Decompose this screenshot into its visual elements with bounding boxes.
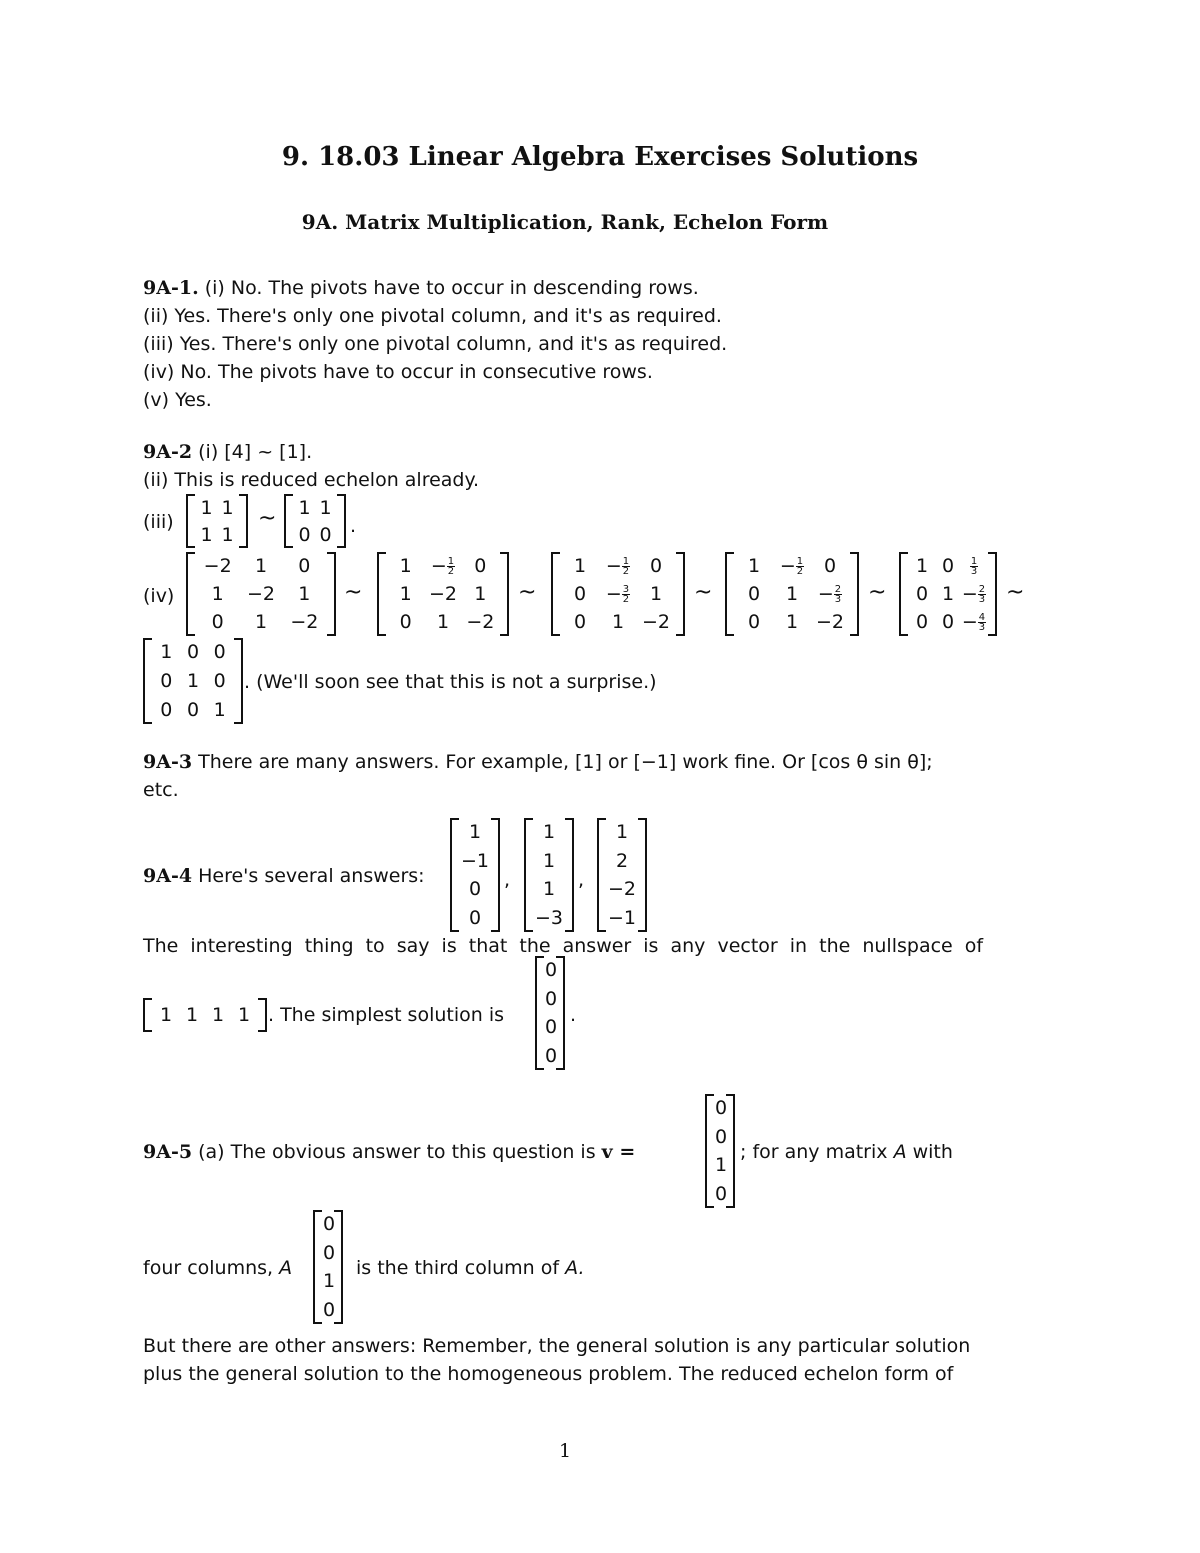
matrix-cell: −3 xyxy=(534,906,563,929)
matrix-cell: 0 xyxy=(545,987,558,1010)
left-bracket xyxy=(143,998,152,1032)
matrix-cell: 0 xyxy=(747,611,761,633)
matrix-cell: 1 xyxy=(298,496,311,519)
matrix-cell: 1 xyxy=(542,821,556,844)
right-bracket xyxy=(491,818,500,932)
matrix-cell: 1 xyxy=(200,523,213,546)
matrix-cell: −1 xyxy=(460,849,489,872)
matrix-cell: 1 xyxy=(785,583,799,605)
matrix-cell: 1 xyxy=(542,849,556,872)
matrix-iv-6 xyxy=(143,638,243,724)
matrix-cell: 0 xyxy=(545,1044,558,1067)
left-bracket xyxy=(313,1210,322,1324)
matrix-cell: 1 xyxy=(542,878,556,901)
right-bracket xyxy=(500,552,509,636)
left-bracket xyxy=(551,552,560,636)
matrix-cell: 1 xyxy=(221,523,234,546)
matrix-cell: 0 xyxy=(573,583,587,605)
matrix-cell: 0 xyxy=(319,523,332,546)
matrix-cell: −2 xyxy=(607,878,636,901)
matrix-cell: 1 xyxy=(211,1004,225,1026)
matrix-cell: 1 xyxy=(941,583,955,605)
ex1-line-1 xyxy=(143,276,699,300)
matrix-cell: 1 xyxy=(298,583,311,605)
tilde-iii: ~ xyxy=(258,506,277,531)
matrix-iii-b xyxy=(284,494,346,548)
right-bracket xyxy=(565,818,574,932)
matrix-cell: − $\frac{1}{2}$ xyxy=(779,555,804,577)
matrix-cell: 1 xyxy=(399,555,412,577)
right-bracket xyxy=(556,956,565,1070)
matrix-cell: −1 xyxy=(607,906,636,929)
matrix-cell: 1 xyxy=(213,698,226,721)
left-bracket xyxy=(377,552,386,636)
matrix-cell: 1 xyxy=(186,669,200,692)
matrix-iv-3 xyxy=(551,552,685,636)
ex1-line-5: (v) Yes. xyxy=(143,389,212,411)
left-bracket xyxy=(725,552,734,636)
matrix-cell: 0 xyxy=(298,555,311,577)
tilde-iv-2: ~ xyxy=(518,580,537,605)
matrix-cell: 1 xyxy=(160,641,173,664)
matrix-cell: 0 xyxy=(211,611,224,633)
matrix-cell: 0 xyxy=(186,641,200,664)
matrix-cell: 0 xyxy=(468,878,482,901)
ex5-text-d: four columns, xyxy=(143,1257,274,1279)
ex5-para-2: plus the general solution to the homogeneous problem. The reduced echelon form of xyxy=(143,1363,954,1385)
ex1-line-2: (ii) Yes. There's only one pivotal column, and it's as required. xyxy=(143,305,722,327)
ex5-text-e: is the third column of xyxy=(356,1257,560,1279)
matrix-cell: 1 xyxy=(474,583,487,605)
iii-period: . xyxy=(350,515,357,537)
ex5-vector-v xyxy=(705,1094,735,1208)
ex5-text-a: (a) The obvious answer to this question is xyxy=(198,1141,596,1163)
matrix-cell: 1 xyxy=(915,555,929,577)
ex2-i-text: (i) [4] ~ [1]. xyxy=(198,441,313,463)
matrix-cell: 1 xyxy=(747,555,761,577)
ex4-line-2: The interesting thing to say is that the answer is any vector in the nullspace of xyxy=(143,935,984,957)
ex5-line-1b xyxy=(740,1140,953,1164)
matrix-cell: 0 xyxy=(160,698,173,721)
ex5-line-2b xyxy=(356,1256,585,1280)
matrix-cell: 1 xyxy=(254,611,268,633)
matrix-cell: 0 xyxy=(715,1097,728,1120)
ex2-line-ii: (ii) This is reduced echelon already. xyxy=(143,469,480,491)
matrix-cell: − $\frac{2}{3}$ xyxy=(961,583,986,605)
matrix-cell: −2 xyxy=(815,611,844,633)
matrix-cell: 0 xyxy=(823,555,837,577)
ex4-text: Here's several answers: xyxy=(198,865,425,887)
right-bracket xyxy=(337,494,346,548)
matrix-cell: 1 xyxy=(200,496,213,519)
matrix-cell: 1 xyxy=(237,1004,251,1026)
right-bracket xyxy=(850,552,859,636)
section-title: 9A. Matrix Multiplication, Rank, Echelon Form xyxy=(301,210,829,234)
ex4-comma-2: , xyxy=(578,869,585,891)
matrix-cell: 0 xyxy=(323,1213,336,1236)
ex1-text-1: (i) No. The pivots have to occur in descending rows. xyxy=(204,277,699,299)
ex4-zero-vector xyxy=(535,956,565,1070)
matrix-cell: −2 xyxy=(203,555,232,577)
ex5-label: 9A-5 xyxy=(143,1141,193,1163)
ex5-A-2: A xyxy=(279,1257,293,1279)
tilde-iv-4: ~ xyxy=(868,580,887,605)
matrix-cell: 1 xyxy=(211,583,224,605)
matrix-cell: 0 xyxy=(715,1125,728,1148)
right-bracket xyxy=(239,494,248,548)
right-bracket xyxy=(638,818,647,932)
ex5-vector-e3 xyxy=(313,1210,343,1324)
ex4-vector-3 xyxy=(597,818,647,932)
left-bracket xyxy=(899,552,908,636)
matrix-cell: 0 xyxy=(545,1016,558,1039)
right-bracket xyxy=(327,552,336,636)
matrix-cell: 1 xyxy=(468,821,482,844)
matrix-iv-4 xyxy=(725,552,859,636)
ex4-row-vector xyxy=(143,998,267,1032)
tilde-iv-1: ~ xyxy=(344,580,363,605)
matrix-cell: 2 xyxy=(615,849,629,872)
ex3-line-1 xyxy=(143,750,933,774)
left-bracket xyxy=(284,494,293,548)
ex5-para-1: But there are other answers: Remember, the general solution is any particular solution xyxy=(143,1335,971,1357)
matrix-cell: 0 xyxy=(323,1241,336,1264)
matrix-cell: 0 xyxy=(298,523,311,546)
left-bracket xyxy=(597,818,606,932)
ex1-line-4: (iv) No. The pivots have to occur in consecutive rows. xyxy=(143,361,653,383)
ex2-iii-label: (iii) xyxy=(143,511,174,533)
ex4-comma-1: , xyxy=(504,869,511,891)
tilde-iv-3: ~ xyxy=(694,580,713,605)
left-bracket xyxy=(143,638,152,724)
matrix-cell: − $\frac{1}{2}$ xyxy=(430,555,455,577)
ex4-label: 9A-4 xyxy=(143,865,193,887)
matrix-cell: 0 xyxy=(186,698,200,721)
matrix-cell: − $\frac{3}{2}$ xyxy=(605,583,630,605)
ex2-line-i xyxy=(143,440,312,464)
matrix-cell: 1 xyxy=(785,611,799,633)
ex2-label: 9A-2 xyxy=(143,441,193,463)
ex2-iv-label: (iv) xyxy=(143,585,175,607)
matrix-cell: 0 xyxy=(941,611,955,633)
matrix-cell: 0 xyxy=(213,669,226,692)
left-bracket xyxy=(450,818,459,932)
matrix-iii-a xyxy=(186,494,248,548)
matrix-cell: 0 xyxy=(941,555,955,577)
ex2-remark: . (We'll soon see that this is not a surprise.) xyxy=(244,671,657,693)
ex4-line-1 xyxy=(143,864,425,888)
tilde-iv-5: ~ xyxy=(1006,580,1025,605)
left-bracket xyxy=(186,494,195,548)
matrix-cell: 0 xyxy=(399,611,412,633)
ex5-text-b: ; for any matrix xyxy=(740,1141,888,1163)
matrix-cell: 1 xyxy=(611,611,625,633)
matrix-cell: 0 xyxy=(915,611,929,633)
matrix-cell: − $\frac{4}{3}$ xyxy=(961,611,986,633)
matrix-cell: 1 xyxy=(436,611,450,633)
matrix-cell: − $\frac{2}{3}$ xyxy=(817,583,842,605)
left-bracket xyxy=(705,1094,714,1208)
matrix-cell: 0 xyxy=(915,583,929,605)
matrix-cell: 0 xyxy=(649,555,663,577)
matrix-cell: 1 xyxy=(319,496,332,519)
matrix-cell: 0 xyxy=(213,641,226,664)
matrix-cell: −2 xyxy=(428,583,457,605)
matrix-cell: 1 xyxy=(159,1004,173,1026)
matrix-cell: $\frac{1}{3}$ xyxy=(970,556,978,577)
matrix-cell: 1 xyxy=(254,555,268,577)
matrix-cell: −2 xyxy=(290,611,319,633)
matrix-cell: 0 xyxy=(468,906,482,929)
matrix-iv-2 xyxy=(377,552,509,636)
matrix-cell: 0 xyxy=(573,611,587,633)
ex1-line-3: (iii) Yes. There's only one pivotal column, and it's as required. xyxy=(143,333,728,355)
matrix-iv-1 xyxy=(186,552,336,636)
ex1-label: 9A-1. xyxy=(143,277,199,299)
matrix-cell: 0 xyxy=(160,669,173,692)
matrix-cell: 0 xyxy=(323,1298,336,1321)
matrix-cell: 1 xyxy=(715,1154,728,1177)
right-bracket xyxy=(676,552,685,636)
page-number: 1 xyxy=(558,1440,572,1462)
ex4-vector-1 xyxy=(450,818,500,932)
matrix-cell: 1 xyxy=(573,555,587,577)
matrix-cell: −2 xyxy=(641,611,670,633)
ex3-label: 9A-3 xyxy=(143,751,193,773)
matrix-cell: 1 xyxy=(221,496,234,519)
matrix-cell: −2 xyxy=(246,583,275,605)
matrix-cell: 0 xyxy=(715,1182,728,1205)
matrix-cell: 0 xyxy=(545,959,558,982)
right-bracket xyxy=(334,1210,343,1324)
page-title: 9. 18.03 Linear Algebra Exercises Solutions xyxy=(281,142,919,172)
left-bracket xyxy=(524,818,533,932)
matrix-cell: 1 xyxy=(399,583,412,605)
matrix-cell: 1 xyxy=(649,583,663,605)
ex3-text: There are many answers. For example, [1] or [−1] work fine. Or [cos θ sin θ]; xyxy=(198,751,933,773)
right-bracket xyxy=(258,998,267,1032)
right-bracket xyxy=(726,1094,735,1208)
right-bracket xyxy=(234,638,243,724)
ex4-vector-2 xyxy=(524,818,574,932)
ex4-end: . xyxy=(570,1004,577,1026)
ex5-A-3: A. xyxy=(565,1257,585,1279)
ex5-A: A xyxy=(893,1141,907,1163)
matrix-cell: 1 xyxy=(615,821,629,844)
ex5-text-c: with xyxy=(912,1141,953,1163)
matrix-cell: −2 xyxy=(466,611,495,633)
ex5-v-eq: v = xyxy=(601,1141,636,1163)
right-bracket xyxy=(988,552,997,636)
matrix-cell: 1 xyxy=(323,1270,336,1293)
ex4-text-3: . The simplest solution is xyxy=(268,1004,505,1026)
ex5-line-1 xyxy=(143,1140,635,1164)
left-bracket xyxy=(186,552,195,636)
matrix-cell: 0 xyxy=(747,583,761,605)
matrix-cell: 0 xyxy=(474,555,487,577)
ex3-line-2: etc. xyxy=(143,779,179,801)
ex5-line-2 xyxy=(143,1256,292,1280)
left-bracket xyxy=(535,956,544,1070)
matrix-cell: − $\frac{1}{2}$ xyxy=(605,555,630,577)
matrix-iv-5 xyxy=(899,552,997,636)
matrix-cell: 1 xyxy=(185,1004,199,1026)
